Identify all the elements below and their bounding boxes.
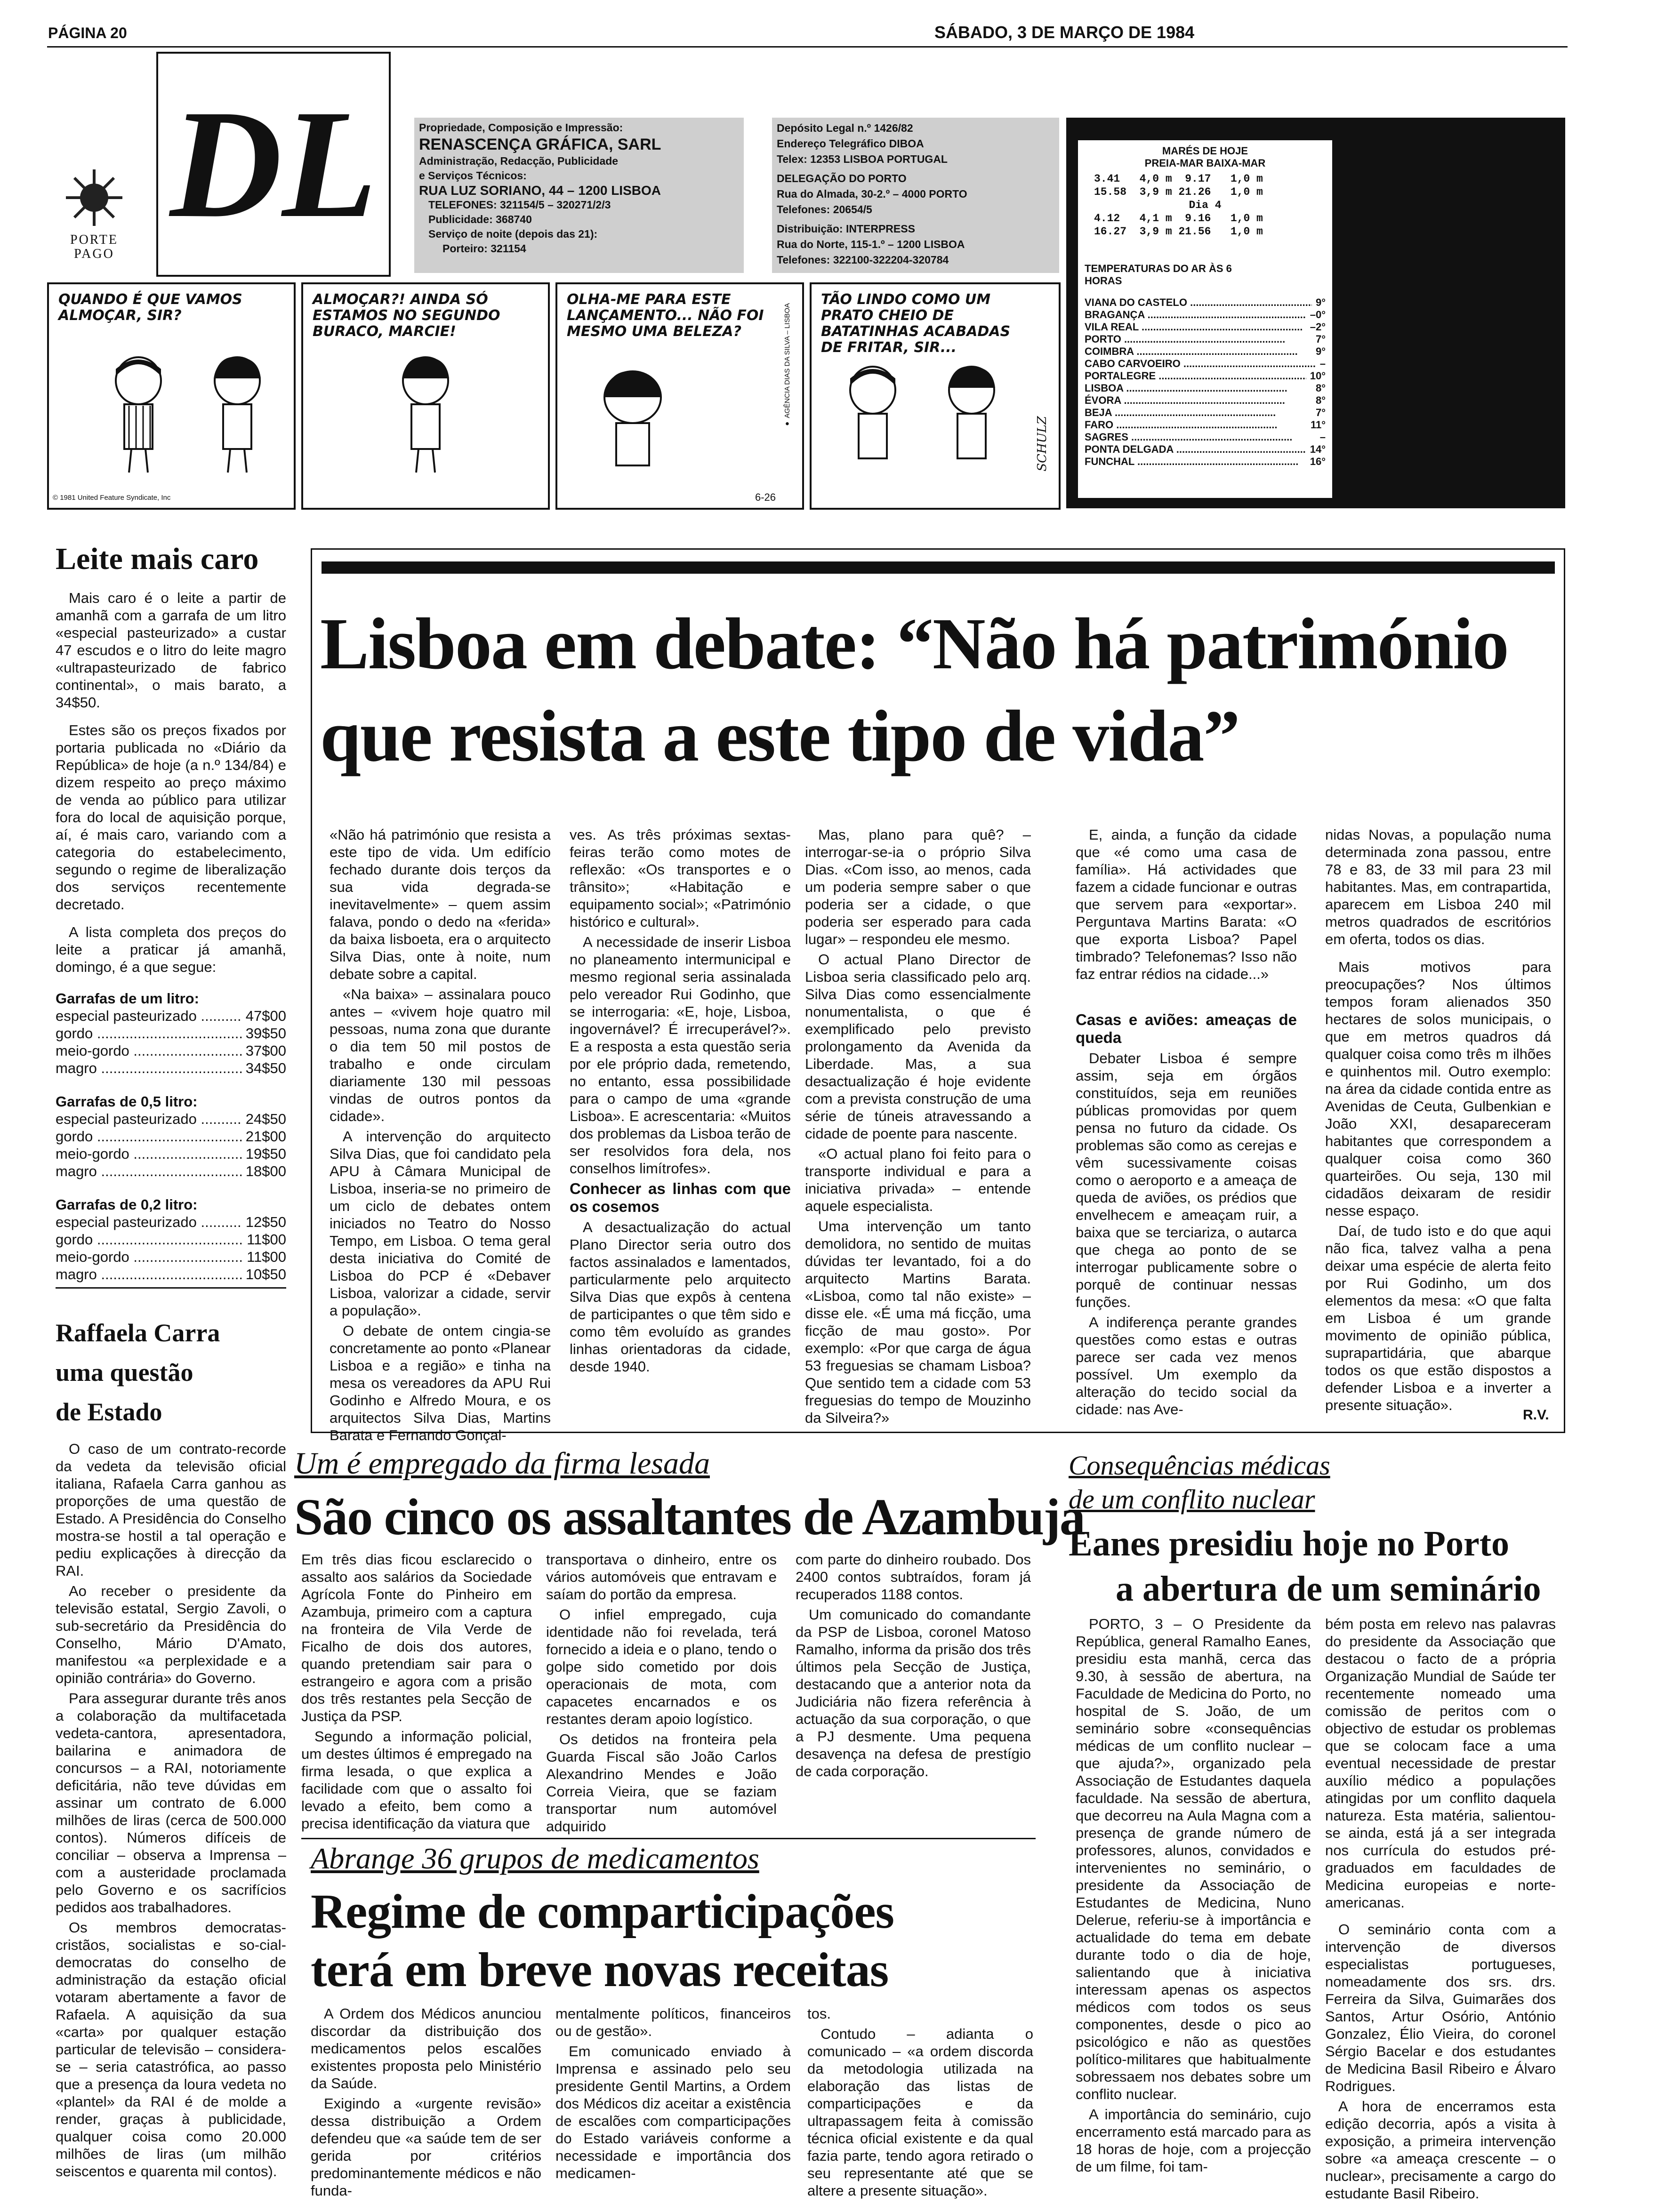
comic-strip bbox=[47, 282, 1059, 508]
temperature-city: PONTA DELGADA ..... bbox=[1085, 443, 1306, 456]
lisboa-subheading: Casas e aviões: ameaças de queda bbox=[1076, 1011, 1297, 1046]
azambuja-col-3 bbox=[796, 1551, 1031, 1783]
comic-bubble-3: OLHA-ME PARA ESTE LANÇAMENTO... NÃO FOI MESMO UMA BELEZA? bbox=[567, 291, 764, 340]
medicamentos-paragraph: A Ordem dos Médicos anunciou discordar da distribuição dos medicamentos pelos escalões existentes proposta pelo Ministério da Saúde. bbox=[311, 2005, 541, 2092]
temperature-value: –0° bbox=[1310, 309, 1326, 321]
tides-row: 4.12 4,1 m 9.16 1,0 m bbox=[1094, 212, 1263, 224]
masthead-line: Porteiro: 321154 bbox=[442, 242, 526, 255]
raffaela-title-line: de Estado bbox=[56, 1398, 162, 1426]
azambuja-paragraph: Um comunicado do comandante da PSP de Lisboa, coronel Matoso Ramalho, informa da prisão dos três últimos pela Secção de Justiça, destacando que a anterior nota da Judiciária não fizera referência à actuação da sua corporação, o que a PJ desmente. Uma pequena desavença na defesa de prestígio de cada corporação. bbox=[796, 1606, 1031, 1779]
marcie-figure-icon bbox=[101, 355, 176, 482]
temperature-value: 9° bbox=[1315, 297, 1326, 308]
lisboa-signature: R.V. bbox=[1523, 1407, 1549, 1423]
comic-panel-1 bbox=[47, 282, 296, 510]
lisboa-col-2 bbox=[570, 826, 791, 1378]
price-value: 39$50 bbox=[245, 1025, 286, 1042]
comic-copyright: © 1981 United Feature Syndicate, Inc bbox=[53, 494, 171, 502]
temperature-city: VILA REAL ..... bbox=[1085, 321, 1306, 333]
price-value: 12$50 bbox=[245, 1214, 286, 1230]
comic-bubble-1: QUANDO É QUE VAMOS ALMOÇAR, SIR? bbox=[58, 291, 242, 324]
price-list bbox=[56, 990, 286, 1283]
temperature-value: – bbox=[1319, 358, 1326, 369]
lisboa-paragraph: E, ainda, a função da cidade que «é como uma casa de família». Há actividades que fazem a cidade funcionar e outras que servem para «exportar». Perguntava Martins Barata: «O que exporta Lisboa? Papel timbrado? Telefonemas? Isso não faz entrar rédios na cidade...» bbox=[1076, 826, 1297, 982]
eanes-kicker bbox=[1069, 1449, 1330, 1516]
azambuja-col-2 bbox=[546, 1551, 777, 1838]
tides-row: 16.27 3,9 m 21.56 1,0 m bbox=[1094, 225, 1263, 238]
medicamentos-kicker: Abrange 36 grupos de medicamentos bbox=[311, 1842, 759, 1875]
peppermint-patty-figure-icon bbox=[934, 364, 1009, 491]
azambuja-paragraph: O infiel empregado, cuja identidade não foi revelada, terá fornecido a ideia e o plano, tendo o golpe sido cometido por dois operacionais de mota, com capacetes encarnados e os restantes deram apoio logístico. bbox=[546, 1606, 777, 1727]
lisboa-paragraph: A desactualização do actual Plano Director seria outro dos factos assinalados e lamentados, particularmente pelo arquitecto Silva Dias que expôs à centena de participantes o que têm sido e como têm evoluído as grandes linhas orientadoras da cidade, desde 1940. bbox=[570, 1219, 791, 1375]
temperature-value: 7° bbox=[1315, 333, 1326, 345]
masthead-line: Publicidade: 368740 bbox=[428, 213, 532, 225]
tides-subtitle: PREIA-MAR BAIXA-MAR bbox=[1144, 157, 1266, 169]
azambuja-paragraph: Em três dias ficou esclarecido o assalto aos salários da Sociedade Agrícola Fonte do Pinheiro em Azambuja, primeiro com a captura na fronteira de Vila Verde de Ficalho de dois dos autores, quando pretendiam sair para o estrangeiro e agora com a prisão dos três restantes pela Secção de Justiça da PSP. bbox=[301, 1551, 532, 1724]
lisboa-paragraph: «O actual plano foi feito para o transporte individual e para a iniciativa privada» – entende aquele especialista. bbox=[805, 1146, 1031, 1214]
price-item: meio-gordo ..... bbox=[56, 1248, 243, 1266]
porte-pago-label: PORTE PAGO bbox=[70, 232, 118, 261]
azambuja-kicker: Um é empregado da firma lesada bbox=[294, 1446, 710, 1481]
price-group-title: Garrafas de 0,5 litro: bbox=[56, 1093, 198, 1110]
porte-pago-seal bbox=[52, 165, 137, 268]
medicamentos-headline bbox=[311, 1883, 894, 1999]
masthead-left bbox=[414, 118, 744, 273]
eanes-kicker-line: de um conflito nuclear bbox=[1069, 1484, 1315, 1515]
lisboa-subheading: Conhecer as linhas com que os cosemos bbox=[570, 1180, 791, 1215]
temperature-value: 9° bbox=[1315, 345, 1326, 357]
medicamentos-col-3 bbox=[807, 2005, 1033, 2202]
temperature-city: SAGRES ..... bbox=[1085, 431, 1316, 443]
comic-bubble-4: TÃO LINDO COMO UM PRATO CHEIO DE BATATINHAS ACABADAS DE FRITAR, SIR... bbox=[821, 291, 1011, 356]
azambuja-col-1 bbox=[301, 1551, 532, 1835]
price-item: meio-gordo ..... bbox=[56, 1042, 242, 1059]
medicamentos-paragraph: Contudo – adianta o comunicado – «a ordem discorda da metodologia utilizada na elaboração das listas de comparticipações e da ultrapassagem feita à comissão técnica oficial existente e da qual fazia parte, tendo agora retirado o seu representante até que se altere a presente situação». bbox=[807, 2026, 1033, 2199]
masthead-line: TELEFONES: 321154/5 – 320271/2/3 bbox=[428, 199, 611, 211]
raffaela-body bbox=[56, 1440, 286, 2183]
price-value: 19$50 bbox=[245, 1146, 286, 1162]
masthead-line: Serviço de noite (depois das 21): bbox=[428, 228, 598, 240]
medicamentos-headline-line: terá em breve novas receitas bbox=[311, 1943, 889, 1997]
price-row bbox=[56, 1059, 286, 1077]
lisboa-paragraph: Daí, de tudo isto e do que aqui não fica, talvez valha a pena deixar uma espécie de alerta feito por Rui Godinho, um dos elementos da mesa: «O que falta em Lisboa é um grande movimento de opinião pública, suprapartidária, que abarque todos os que estão dispostos a defender Lisboa e a inverter a presente situação». bbox=[1325, 1223, 1551, 1413]
eanes-paragraph: bém posta em relevo nas palavras do presidente da Associação que destacou o facto de a própria Organização Mundial de Saúde ter recentemente nomeado uma comissão de peritos com o objectivo de estudar os problemas que se colocam face a uma eventual necessidade de prestar auxílio médico a populações atingidas por um conflito daquela natureza. Esta matéria, salientou-se ainda, está já a ser integrada nos currícula do estudos pré-graduados em faculdades de Medicina europeias e norte-americanas. bbox=[1325, 1616, 1556, 1911]
lisboa-paragraph: O debate de ontem cingia-se concretamente ao ponto «Planear Lisboa e a região» e tinha na mesa os vereadores da APU Rui Godinho e Alfredo Moura, e os arquitectos Silva Dias, Martins Barata e Fernando Gonçal- bbox=[330, 1322, 551, 1443]
price-item: magro ..... bbox=[56, 1162, 242, 1180]
leite-title: Leite mais caro bbox=[56, 542, 259, 576]
temperature-city: CABO CARVOEIRO ..... bbox=[1085, 358, 1316, 370]
price-value: 47$00 bbox=[245, 1008, 286, 1024]
lisboa-col-5 bbox=[1325, 826, 1551, 1417]
temperature-value: –2° bbox=[1310, 321, 1326, 333]
temperature-row bbox=[1085, 370, 1326, 382]
medicamentos-paragraph: mentalmente políticos, financeiros ou de gestão». bbox=[555, 2005, 791, 2039]
masthead-line: Endereço Telegráfico DIBOA bbox=[777, 137, 924, 150]
medicamentos-col-1 bbox=[311, 2005, 541, 2202]
eanes-paragraph: A hora de encerramos esta edição decorria, após a visita à exposição, a primeira intervenção sobre «a ameaça crescente – o nuclear», precisamente a cargo do estudante Basil Ribeiro. bbox=[1325, 2098, 1556, 2202]
eanes-paragraph: PORTO, 3 – O Presidente da República, general Ramalho Eanes, presidiu esta manhã, cerca das 9.30, à sessão de abertura, na Faculdade de Medicina do Porto, no hospital de S. João, de um seminário sobre «consequências médicas de um conflito nuclear – que ajuda?», organizado pela Associação de Estudantes daquela faculdade. Na sessão de abertura, que decorreu na Aula Magna com a presença de grande número de professores, alunos, convidados e intervenientes no seminário, o presidente da Associação de Estudantes de Medicina, Nuno Delerue, referiu-se à importância e actualidade do tema em debate durante todo o dia de hoje, salientando que à iniciativa interessam apenas os aspectos médicos com todos os seus componentes, desde o pico ao psicológico e não as questões político-militares que habitualmente sobressaem nos debates sobre um conflito nuclear. bbox=[1076, 1616, 1311, 2102]
peppermint-patty-figure-icon bbox=[388, 355, 463, 482]
masthead-line: DELEGAÇÃO DO PORTO bbox=[777, 172, 907, 184]
temperature-row bbox=[1085, 297, 1326, 309]
lisboa-paragraph: A intervenção do arquitecto Silva Dias, que foi candidato pela APU à Câmara Municipal de Lisboa, inseria-se no primeiro de um ciclo de debates ontem iniciados no Teatro do Nosso Tempo, em Lisboa. O tema geral desta iniciativa do Comité de Lisboa do PCP é «Debaver Lisboa, valorizar a cidade, servir a população». bbox=[330, 1128, 551, 1319]
masthead-line: Telefones: 20654/5 bbox=[777, 203, 872, 216]
eanes-paragraph: O seminário conta com a intervenção de diversos especialistas portugueses, nomeadamente dos srs. drs. Ferreira da Silva, Guimarães dos Santos, Artur Osório, António Gonzalez, Élio Vieira, do coronel Sérgio Bacelar e dos estudantes de Medicina Basil Ribeiro e Álvaro Rodrigues. bbox=[1325, 1921, 1556, 2094]
page-number: PÁGINA 20 bbox=[48, 24, 127, 41]
lisboa-paragraph: Debater Lisboa é sempre assim, seja em órgãos constituídos, seja em reuniões públicas promovidas por quem pensa no futuro da cidade. Os problemas são como as cerejas e vêm sucessivamente coisas como o aeroporto e a ameaça de queda de aviões, os prédios que envelhecem e ameaçam ruir, a baixa que se terciariza, o autarca que chega ao ponto de se interrogar publicamente sobre o porquê de continuar nessas funções. bbox=[1076, 1050, 1297, 1310]
masthead-line: Rua do Almada, 30-2.º – 4000 PORTO bbox=[777, 188, 967, 200]
temperature-city: FUNCHAL ..... bbox=[1085, 456, 1306, 468]
price-row bbox=[56, 1007, 286, 1025]
medicamentos-paragraph: Exigindo a «urgente revisão» dessa distribuição a Ordem defendeu que «a saúde tem de ser gerida por critérios predominantemente médicos e não funda- bbox=[311, 2095, 541, 2199]
comic-bubble-2: ALMOÇAR?! AINDA SÓ ESTAMOS NO SEGUNDO BURACO, MARCIE! bbox=[313, 291, 500, 340]
masthead-line: Telex: 12353 LISBOA PORTUGAL bbox=[777, 153, 948, 165]
azambuja-paragraph: com parte do dinheiro roubado. Dos 2400 contos subtraídos, foram já recuperados 1188 contos. bbox=[796, 1551, 1031, 1603]
price-row bbox=[56, 1213, 286, 1231]
comic-panel-4 bbox=[810, 282, 1061, 510]
comic-panel-2 bbox=[301, 282, 550, 510]
masthead-line: Propriedade, Composição e Impressão: bbox=[419, 121, 623, 134]
raffaela-paragraph: Para assegurar durante três anos a colaboração da multifacetada vedeta-cantora, apresentadora, bailarina e animadora de concursos – a RAI, notoriamente deficitária, não teve dúvidas em assinar um contrato de 6.000 milhões de liras (cerca de 500.000 contos). Números difíceis de conciliar – observa a Imprensa – com a austeridade proclamada pelo Governo e os sacrifícios pedidos aos trabalhadores. bbox=[56, 1690, 286, 1915]
temperature-row bbox=[1085, 358, 1326, 370]
raffaela-title bbox=[56, 1313, 286, 1432]
comic-signature: SCHULZ bbox=[1035, 416, 1049, 472]
marcie-figure-icon bbox=[835, 364, 910, 491]
price-row bbox=[56, 1248, 286, 1266]
tides-row: 15.58 3,9 m 21.26 1,0 m bbox=[1094, 186, 1263, 198]
price-item: especial pasteurizado ..... bbox=[56, 1110, 242, 1128]
masthead-line: Telefones: 322100-322204-320784 bbox=[777, 254, 949, 266]
raffaela-paragraph: O caso de um contrato-recorde da vedeta da televisão oficial italiana, Rafaela Carra ganhou as proporções de uma questão de Estado. A Presidência do Conselho mostra-se hostil a tal operação e pediu explicações à direcção da RAI. bbox=[56, 1441, 286, 1579]
temperature-value: 8° bbox=[1315, 382, 1326, 394]
temperature-value: 14° bbox=[1310, 443, 1326, 455]
temperature-value: 16° bbox=[1310, 456, 1326, 467]
masthead-line: Distribuição: INTERPRESS bbox=[777, 223, 915, 235]
azambuja-paragraph: transportava o dinheiro, entre os vários automóveis que entravam e saíam do portão da empresa. bbox=[546, 1551, 777, 1603]
leite-paragraph: A lista completa dos preços do leite a praticar já amanhã, domingo, é a que segue: bbox=[56, 924, 286, 975]
logo-dl: DL bbox=[170, 78, 377, 250]
column-rule bbox=[56, 1287, 286, 1289]
medicamentos-paragraph: tos. bbox=[807, 2005, 831, 2022]
temperature-row bbox=[1085, 345, 1326, 358]
lisboa-paragraph: Mais motivos para preocupações? Nos últimos tempos foram alienados 350 hectares de solos municipais, o que em metros quadros dá qualquer coisa como três m ilhões e quinhentos mil. Outro exemplo: na área da cidade contida entre as Avenidas de Ceuta, Gulbenkian e João XXI, desapareceram habitantes que correspondem a qualquer coisa como 360 quarteirões. Ou seja, 130 mil cidadãos deixaram de residir nesse espaço. bbox=[1325, 959, 1551, 1219]
temperature-city: PORTALEGRE ..... bbox=[1085, 370, 1306, 382]
lisboa-paragraph: Mas, plano para quê? – interrogar-se-ia o próprio Silva Dias. «Com isso, ao menos, cada um poderia sempre saber o que poderia ser a cidade, o que poderia ser esperado para cada lugar» – respondeu ele mesmo. bbox=[805, 826, 1031, 947]
lisboa-paragraph: ves. As três próximas sextas-feiras terão como motes de reflexão: «Os transportes e o trânsito»; «Habitação e equipamento social»; «Património histórico e cultural». bbox=[570, 826, 791, 930]
price-value: 34$50 bbox=[245, 1060, 286, 1076]
lisboa-top-bar bbox=[322, 561, 1555, 574]
raffaela-paragraph: Os membros democratas-cristãos, socialistas e so-cial-democratas do conselho de administração da estação oficial votaram abertamente a favor de Rafaela. A aquisição da sua «carta» por qualquer estação particular de televisão – considera-se – seria catastrófica, ao passo que a presença da loura vedeta no «plantel» da RAI é de molde a render, graças à publicidade, qualquer coisa como 20.000 milhões de liras (um milhão seiscentos e quarenta mil contos). bbox=[56, 1919, 286, 2180]
temperature-city: FARO ..... bbox=[1085, 419, 1307, 431]
temperature-row bbox=[1085, 382, 1326, 394]
section-rule bbox=[301, 1838, 1036, 1839]
masthead-right bbox=[772, 118, 1059, 273]
lisboa-paragraph: «Na baixa» – assinalara pouco antes – «vivem hoje quatro mil pessoas, numa zona que durante o dia tem 50 mil postos de trabalho e onde circulam diariamente 130 mil pessoas vindas de outros pontos da cidade». bbox=[330, 986, 551, 1124]
lisboa-paragraph: A necessidade de inserir Lisboa no planeamento intermunicipal e mesmo regional seria assinalada pelo vereador Rui Godinho, que se interrogaria: «E, hoje, Lisboa, ingovernável? É irrecuperável?». E a resposta a esta questão seria por ele próprio dada, remetendo, no entanto, essa possibilidade para o campo de uma «grande Lisboa». E acrescentaria: «Muitos dos problemas da Lisboa terão de ser resolvidos fora dela, nos conselhos limítrofes». bbox=[570, 934, 791, 1177]
lisboa-col-4 bbox=[1076, 826, 1297, 1421]
temperature-row bbox=[1085, 407, 1326, 419]
price-row bbox=[56, 1128, 286, 1145]
comic-panel-3 bbox=[555, 282, 804, 510]
eanes-headline-line: a abertura de um seminário bbox=[1116, 1569, 1541, 1609]
lisboa-headline-line: que resista a este tipo de vida” bbox=[320, 695, 1239, 777]
temperature-city: VIANA DO CASTELO ..... bbox=[1085, 297, 1312, 309]
azambuja-paragraph: Os detidos na fronteira pela Guarda Fiscal são João Carlos Alexandrino Mendes e João Correia Vieira, que se faziam transportar num automóvel adquirido bbox=[546, 1731, 777, 1835]
masthead-address: RUA LUZ SORIANO, 44 – 1200 LISBOA bbox=[419, 183, 661, 198]
comic-agency: ● AGÊNCIA DIAS DA SILVA – LISBOA bbox=[783, 303, 791, 428]
lisboa-paragraph: A indiferença perante grandes questões como estas e outras parece ser cada vez menos possível. Um exemplo da alteração do tecido social da cidade: nas Ave- bbox=[1076, 1314, 1297, 1418]
temperature-row bbox=[1085, 333, 1326, 345]
leite-paragraph: Mais caro é o leite a partir de amanhã com a garrafa de um litro «especial pasteurizado» a custar 47 escudos e o litro do leite magro «ultrapasteurizado de fabrico continental», o mais barato, a 34$50. bbox=[56, 590, 286, 711]
lisboa-paragraph: nidas Novas, a população numa determinada zona passou, entre 78 e 83, de 33 mil para 23 mil habitantes. Mas, em contrapartida, aparecem em Lisboa 240 mil metros quadrados de escritórios em oferta, todos os dias. bbox=[1325, 826, 1551, 947]
price-value: 11$00 bbox=[247, 1249, 286, 1265]
weather-inner bbox=[1078, 140, 1332, 498]
temperatures-list bbox=[1085, 297, 1326, 468]
masthead-publisher: RENASCENÇA GRÁFICA, SARL bbox=[419, 136, 661, 153]
temperature-row bbox=[1085, 309, 1326, 321]
tides-row: Dia 4 bbox=[1189, 199, 1222, 211]
eanes-kicker-line: Consequências médicas bbox=[1069, 1450, 1330, 1481]
price-item: gordo ..... bbox=[56, 1025, 242, 1042]
price-value: 11$00 bbox=[247, 1231, 286, 1248]
price-row bbox=[56, 1162, 286, 1180]
lisboa-headline bbox=[320, 598, 1544, 782]
price-value: 21$00 bbox=[245, 1128, 286, 1145]
masthead-line: Depósito Legal n.º 1426/82 bbox=[777, 122, 913, 134]
eanes-headline-line: Eanes presidiu hoje no Porto bbox=[1069, 1524, 1510, 1563]
temperature-city: PORTO ..... bbox=[1085, 333, 1312, 345]
temperature-row bbox=[1085, 456, 1326, 468]
header-rule bbox=[47, 46, 1568, 48]
price-value: 37$00 bbox=[245, 1042, 286, 1059]
price-row bbox=[56, 1042, 286, 1059]
lisboa-paragraph: Uma intervenção um tanto demolidora, no sentido de muitas dúvidas ter levantado, foi a do arquitecto Martins Barata. «Lisboa, como tal não existe» – disse ele. «É uma má ficção, uma ficção de mau gosto». Por exemplo: «Por que carga de água 53 freguesias se chamam Lisboa? Que sentido tem a cidade com 53 freguesias do tempo de Mouzinho da Silveira?» bbox=[805, 1218, 1031, 1426]
price-row bbox=[56, 1110, 286, 1128]
page-date: SÁBADO, 3 DE MARÇO DE 1984 bbox=[934, 23, 1195, 42]
price-item: especial pasteurizado ..... bbox=[56, 1007, 242, 1025]
temperature-city: LISBOA ..... bbox=[1085, 382, 1312, 394]
temperature-row bbox=[1085, 394, 1326, 407]
golfer-figure-icon bbox=[586, 369, 680, 491]
azambuja-paragraph: Segundo a informação policial, um destes últimos é empregado na firma lesada, o que explica a facilidade com que o assalto foi levado a efeito, bem como a precisa identificação da viatura que bbox=[301, 1728, 532, 1832]
medicamentos-headline-line: Regime de comparticipações bbox=[311, 1884, 894, 1939]
lisboa-col-1 bbox=[330, 826, 551, 1447]
logo-box bbox=[156, 52, 391, 277]
temperature-value: 8° bbox=[1315, 394, 1326, 406]
temperature-value: 7° bbox=[1315, 407, 1326, 418]
medicamentos-paragraph: Em comunicado enviado à Imprensa e assinado pelo seu presidente Gentil Martins, a Ordem dos Médicos diz aceitar a existência de escalões com comparticipações do Estado variáveis conforme a necessidade e importância dos medicamen- bbox=[555, 2043, 791, 2181]
masthead-line: e Serviços Técnicos: bbox=[419, 169, 527, 182]
raffaela-paragraph: Ao receber o presidente da televisão estatal, Sergio Zavoli, o sub-secretário da Presidência do Conselho, Mário D'Amato, manifestou «a perplexidade e a opinião contrária» do Governo. bbox=[56, 1583, 286, 1686]
price-item: gordo ..... bbox=[56, 1231, 243, 1248]
leite-body bbox=[56, 589, 286, 1283]
lisboa-col-3 bbox=[805, 826, 1031, 1429]
temperature-city: BRAGANÇA ..... bbox=[1085, 309, 1306, 321]
lisboa-paragraph: O actual Plano Director de Lisboa seria classificado pelo arq. Silva Dias como essencialmente nonumentalista, o que é exemplificado pelo previsto prolongamento da Avenida da Liberdade. Mas, a sua desactualização é hoje evidente com a prevista construção de uma série de túneis atravessando a cidade de poente para nascente. bbox=[805, 951, 1031, 1142]
price-group-title: Garrafas de um litro: bbox=[56, 990, 199, 1007]
tides-title: MARÉS DE HOJE bbox=[1162, 145, 1248, 157]
temperature-city: ÉVORA ..... bbox=[1085, 394, 1312, 407]
masthead-line: Rua do Norte, 115-1.º – 1200 LISBOA bbox=[777, 238, 965, 250]
temperature-row bbox=[1085, 321, 1326, 333]
eanes-col-1 bbox=[1076, 1615, 1311, 2178]
raffaela-title-line: uma questão bbox=[56, 1358, 193, 1387]
price-row bbox=[56, 1145, 286, 1162]
price-row bbox=[56, 1025, 286, 1042]
price-item: gordo ..... bbox=[56, 1128, 242, 1145]
price-item: meio-gordo ..... bbox=[56, 1145, 242, 1162]
medicamentos-col-2 bbox=[555, 2005, 791, 2185]
temperature-city: BEJA ..... bbox=[1085, 407, 1312, 419]
temperatures-title: TEMPERATURAS DO AR ÀS 6 HORAS bbox=[1085, 263, 1232, 287]
tides-row: 3.41 4,0 m 9.17 1,0 m bbox=[1094, 173, 1263, 185]
temperature-row bbox=[1085, 419, 1326, 431]
price-value: 18$00 bbox=[245, 1163, 286, 1179]
eanes-col-2 bbox=[1325, 1615, 1556, 2205]
price-row bbox=[56, 1266, 286, 1283]
eanes-paragraph: A importância do seminário, cujo encerramento está marcado para as 18 horas de hoje, com a projecção de um filme, foi tam- bbox=[1076, 2106, 1311, 2175]
temperature-row bbox=[1085, 431, 1326, 443]
masthead-line: Administração, Redacção, Publicidade bbox=[419, 155, 619, 167]
leite-paragraph: Estes são os preços fixados por portaria publicada no «Diário da República» de hoje (a n.º 134/84) e dizem respeito ao preço máximo de venda ao público para utilizar fora do local de aquisição porque, aí, é mais caro, variando com a categoria do estabelecimento, segundo o regime de liberalização dos serviços recentemente decretado. bbox=[56, 722, 286, 913]
price-item: magro ..... bbox=[56, 1266, 242, 1283]
temperature-row bbox=[1085, 443, 1326, 456]
temperature-value: – bbox=[1319, 431, 1326, 443]
price-value: 10$50 bbox=[245, 1266, 286, 1282]
eanes-headline bbox=[1069, 1521, 1541, 1611]
price-item: magro ..... bbox=[56, 1059, 242, 1077]
comic-date-code: 6-26 bbox=[755, 491, 776, 503]
price-item: especial pasteurizado ..... bbox=[56, 1213, 242, 1231]
raffaela-title-line: Raffaela Carra bbox=[56, 1319, 220, 1347]
seal-icon bbox=[52, 165, 137, 231]
temperature-value: 10° bbox=[1310, 370, 1326, 382]
price-group-title: Garrafas de 0,2 litro: bbox=[56, 1196, 198, 1213]
price-row bbox=[56, 1231, 286, 1248]
weather-box bbox=[1066, 118, 1565, 508]
temperature-city: COIMBRA ..... bbox=[1085, 345, 1312, 358]
lisboa-headline-line: Lisboa em debate: “Não há património bbox=[320, 603, 1508, 684]
temperature-value: 11° bbox=[1310, 419, 1326, 431]
lisboa-paragraph: «Não há património que resista a este tipo de vida. Um edifício fechado durante dois terços da sua vida degrada-se inevitavelmente» – quem assim falava, pondo o dedo na «ferida» da baixa lisboeta, era o arquitecto Silva Dias, onte à noite, num debate sobre a capital. bbox=[330, 826, 551, 982]
azambuja-headline: São cinco os assaltantes de Azambuja bbox=[294, 1488, 1085, 1546]
price-value: 24$50 bbox=[245, 1111, 286, 1127]
peppermint-patty-figure-icon bbox=[200, 355, 275, 482]
